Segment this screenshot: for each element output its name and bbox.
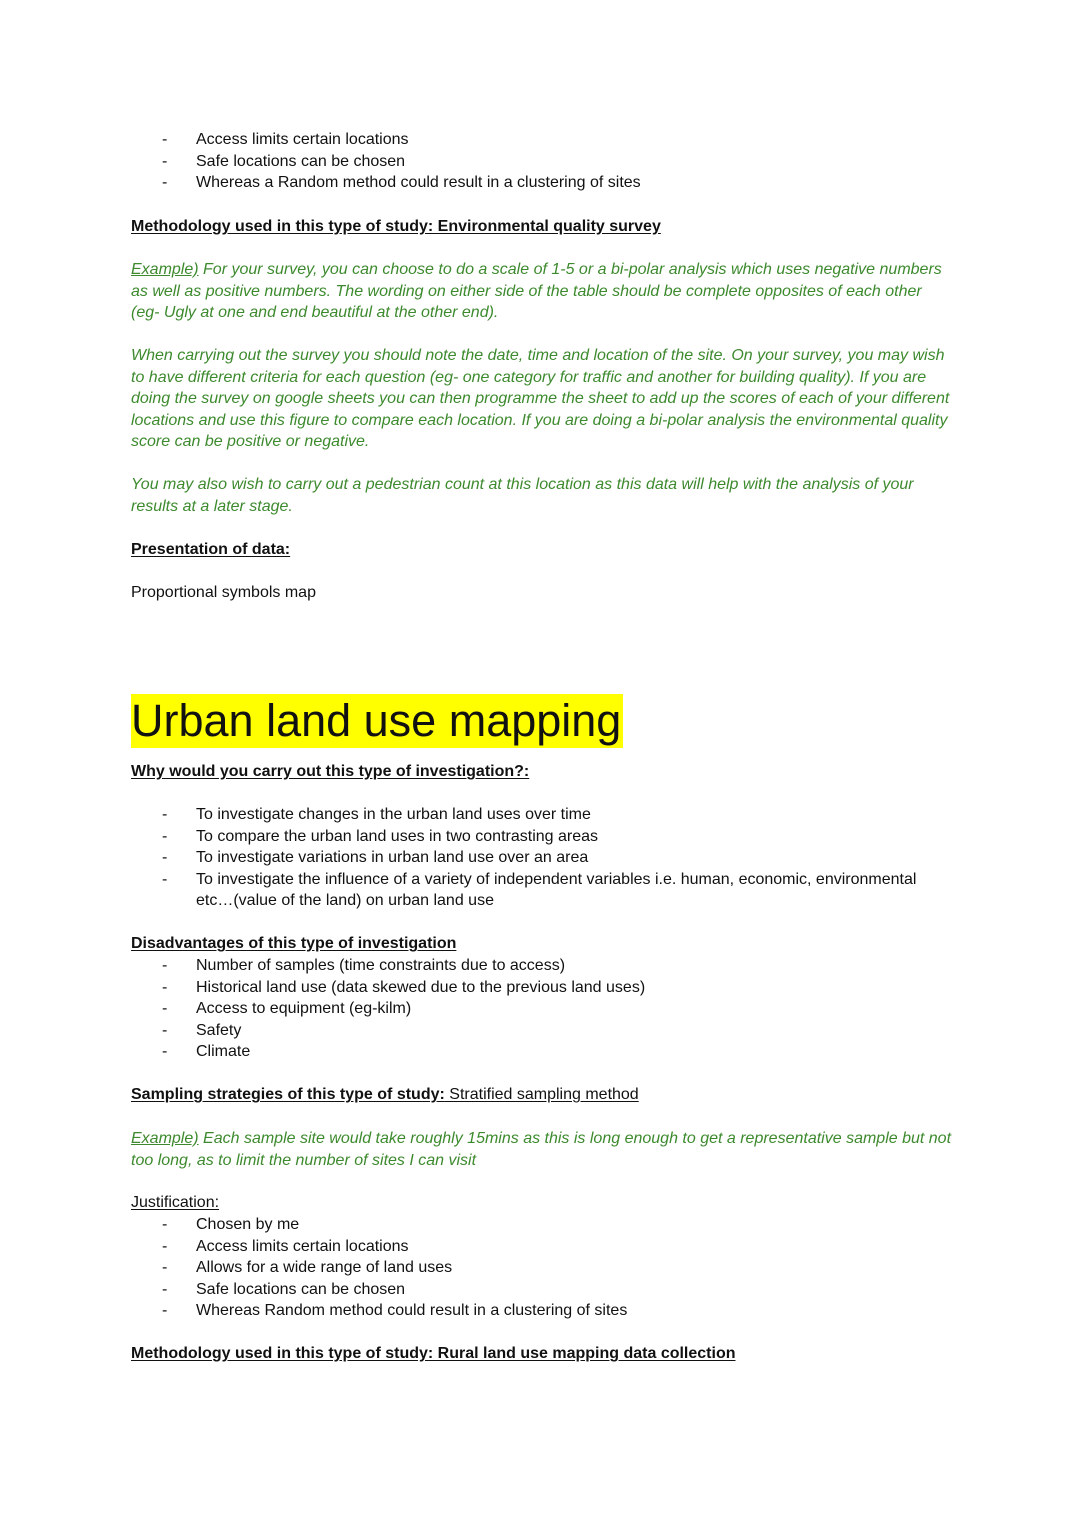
justification-heading: Justification: <box>131 1194 220 1211</box>
dash-marker: - <box>162 978 168 996</box>
dash-marker: - <box>162 1302 168 1320</box>
list-item: - Access to equipment (eg-kilm) <box>131 998 951 1020</box>
list-item: - Number of samples (time constraints due to access) <box>131 955 951 977</box>
section-title: Urban land use mapping <box>131 695 622 746</box>
disadvantages-list <box>131 955 951 1063</box>
dash-marker: - <box>162 870 168 888</box>
presentation-heading: Presentation of data: <box>131 541 291 558</box>
pedestrian-paragraph: You may also wish to carry out a pedestrian count at this location as this data will help with the analysis of your results at a later stage. <box>131 476 914 515</box>
list-item: - To investigate variations in urban land use over an area <box>131 847 951 869</box>
dash-marker: - <box>162 1021 168 1039</box>
list-item: - Allows for a wide range of land uses <box>131 1257 951 1279</box>
list-item: - Historical land use (data skewed due to the previous land uses) <box>131 977 951 999</box>
survey-paragraph: When carrying out the survey you should note the date, time and location of the site. On your survey, you may wish to have different criteria for each question (eg- one category for traffic and another for building quality). If you are doing the survey on google sheets you can then programme the sheet to add up the scores of each of your different locations and use this figure to compare each location. If you are doing a bi-polar analysis the environmental quality score can be positive or negative. <box>131 347 950 451</box>
list-item: - Access limits certain locations <box>131 1236 951 1258</box>
methodology-heading-1: Methodology used in this type of study: Environmental quality survey <box>131 218 661 235</box>
justification-list <box>131 1214 951 1322</box>
list-item: - Safety <box>131 1020 951 1042</box>
why-heading: Why would you carry out this type of investigation?: <box>131 763 530 780</box>
methodology-heading-2: Methodology used in this type of study: Rural land use mapping data collection <box>131 1345 736 1362</box>
dash-marker: - <box>162 174 168 192</box>
dash-marker: - <box>162 827 168 845</box>
dash-marker: - <box>162 1237 168 1255</box>
dash-marker: - <box>162 1259 168 1277</box>
example-paragraph-2: Example) Each sample site would take roughly 15mins as this is long enough to get a representative sample but not too long, as to limit the number of sites I can visit <box>131 1130 952 1169</box>
list-item: - Chosen by me <box>131 1214 951 1236</box>
disadvantages-heading: Disadvantages of this type of investigation <box>131 935 457 952</box>
sampling-heading: Sampling strategies of this type of study: <box>131 1086 445 1103</box>
dash-marker: - <box>162 1216 168 1233</box>
list-item: - Whereas Random method could result in a clustering of sites <box>131 1300 951 1322</box>
dash-marker: - <box>162 849 168 867</box>
list-item: - Safe locations can be chosen <box>131 1279 951 1301</box>
example-label: Example) <box>131 1130 199 1147</box>
why-list <box>131 804 951 912</box>
list-item: - Whereas a Random method could result in a clustering of sites <box>131 172 951 194</box>
dash-marker: - <box>162 806 168 823</box>
top-bullet-list <box>131 129 951 194</box>
dash-marker: - <box>162 1280 168 1298</box>
list-item: - Safe locations can be chosen <box>131 151 951 173</box>
list-item: - To investigate the influence of a variety of independent variables i.e. human, economic, environmental etc…(value of the land) on urban land use <box>162 870 917 910</box>
presentation-text: Proportional symbols map <box>131 584 316 601</box>
list-item: - To compare the urban land uses in two contrasting areas <box>131 826 951 848</box>
dash-marker: - <box>162 152 168 170</box>
example-label: Example) <box>131 261 199 278</box>
list-item: - To investigate changes in the urban land uses over time <box>131 804 951 826</box>
dash-marker: - <box>162 1000 168 1018</box>
dash-marker: - <box>162 957 168 974</box>
example-paragraph-1: Example) For your survey, you can choose to do a scale of 1-5 or a bi-polar analysis which uses negative numbers as well as positive numbers. The wording on either side of the table should be complete opposites of each other (eg- Ugly at one and end beautiful at the other end). <box>131 261 942 322</box>
list-item: - Access limits certain locations <box>131 129 951 151</box>
list-item: - Climate <box>131 1041 951 1063</box>
sampling-method: Stratified sampling method <box>444 1086 639 1103</box>
dash-marker: - <box>162 131 168 148</box>
sampling-line <box>131 1084 951 1106</box>
dash-marker: - <box>162 1043 168 1061</box>
